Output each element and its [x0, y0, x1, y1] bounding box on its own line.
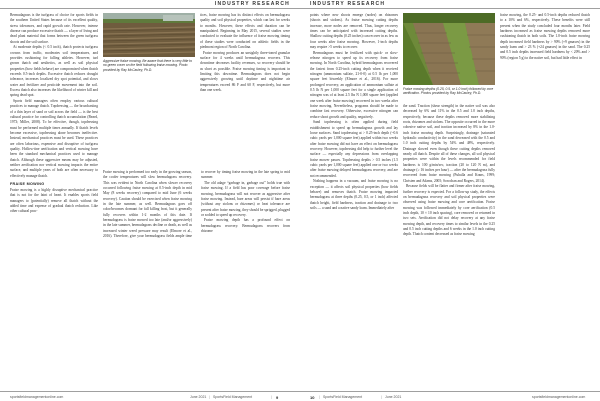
photo-caption-right: Fraise mowing depths (0.25, 0.5, or 1.0 inch) followed by core aerification. Photos provided by Ray McCauley, Ph.D. — [403, 87, 494, 96]
paragraph: Nothing happens in a vacuum, and fraise mowing is no exception — it affects soil physical properties (how fields behave) and removes thatch. Fraise mowing impacted bermudagrass at three depths (0.25, 0.5, or 1 inch) affected thatch height, field hardness, traction and drainage to two soils — a sand and a native sandy loam. Immediately after — [310, 179, 398, 210]
paragraph: the sand. Traction (shear strength) in the native soil was also decreased by 6% and 11% in the 0.5 and 1.0 inch depths, respectively, because these depths removed more stabilizing roots, rhizomes and stolons. The opposite occurred in the more cohesive native soil, and traction increased by 8% in the 1.0-inch fraise mowing depth. Surprisingly, drainage (saturated hydraulic conductivity) in the sand decreased with the 0.5 and 1.0 inch cutting depths by 54% and 48%, respectively. Drainage slowed even though these cutting depths removed nearly all thatch. Despite all of these changes, all soil physical properties were within the levels recommended for field hardness is 100 g/min/sec, traction (20 to 120 N m), and drainage (≥ 16 inches per hour) — after the bermudagrass fully recovered from fraise mowing (Puhalla and Krans, 1999; Christen and Adams, 2005; Sorochan and Rogers, 2014). — [403, 104, 495, 183]
right-page-column-3 — [500, 13, 590, 193]
paragraph: Sand topdressing is often applied during field establishment to speed up bermudagrass growth and lay loose surfaces. Sand topdressing at > 0.25-inch depth (~0.6 cubic yards per 1,000 square feet) applied within two weeks after fraise mowing did not have an effect on bermudagrass recovery. However, topdressing did help to further level the surface — especially any depressions from overlapping fraise mower passes. Topdressing depths > 0.5 inches (1.5 cubic yards per 1,000 square feet) applied one or two weeks after fraise mowing delayed bermudagrass recovery, and are not recommended. — [310, 120, 398, 178]
page-number: 10 — [310, 394, 315, 400]
fraise-depths-photo — [403, 13, 495, 85]
footer-issue: June 2021 — [190, 395, 207, 399]
right-page — [300, 0, 600, 401]
field-photo-icon — [103, 13, 195, 57]
paragraph: Sports field managers often employ various cultural practices to manage thatch. Topdressing — the broadcasting of a thin layer of sand or soil across the field — is the best cultural practice for controlling thatch accumulation (Beard, 1973; Miller, 2008). To be effective, though, topdressing must be performed multiple times annually. If thatch levels become excessive, topdressing alone becomes ineffective. Instead, mechanical practices must be used. These practices are often laborious, expensive and disruptive of turfgrass quality. Hollow-tine aerification and vertical mowing have been the standard mechanical practices used to manage thatch. Although these aggressive means may be adjusted, neither aerification nor vertical mowing impacts the entire surface, and multiple years of both are often necessary to effectively manage thatch. — [10, 98, 98, 178]
section-title-right: INDUSTRY RESEARCH — [310, 1, 386, 7]
left-page-column-3-upper — [200, 13, 290, 165]
right-page-column-2 — [403, 104, 495, 384]
footer-issue: June 2021 — [385, 395, 402, 399]
page-number: 9 — [276, 394, 279, 400]
footer-url[interactable]: sportsfieldmanagementonline.com — [10, 395, 64, 399]
paragraph: tices, fraise mowing has its distinct effects on bermudagrass quality and soil physical properties, which can last for weeks to months. However, these effects and duration can be manipulated. Beginning in May 2015, several studies were conducted to evaluate the influence of fraise mowing timing of these studies were conducted on athletic fields in the piedmont region of North Carolina. — [200, 13, 290, 50]
paragraph: Fraise mowing is a highly disruptive mechanical practice that is not for the faint of heart. It enables sports field managers to (potentially) remove all thatch without the added time and expense of gradual thatch reduction. Like other cultural prac- — [10, 187, 98, 214]
footer-url[interactable]: sportsfieldmanagementonline.com — [532, 395, 586, 399]
paragraph: Fraise mowing depth has a profound effect on bermudagrass recovery. Bermudagrass recovers from rhizome — [201, 218, 290, 234]
footer-magazine: SportsField Management — [323, 395, 363, 399]
section-header-left — [0, 0, 300, 9]
plot-photo-icon — [403, 13, 495, 85]
paragraph: fraise mowing, the 0.25- and 0.5-inch depths reduced thatch to a 10% and 6%, respectively. These benefits were still present when the study concluded four months later. Field hardness increased as fraise mowing depths removed more cushioning thatch in both soils. The 1.0-inch fraise mowing depth increased field hardness by > 90% (+9 gmaxes) in the sandy loam and > 23 % (+24 gmaxes) in the sand. The 0.25 and 0.5 inch depths increased field hardness by < 20% and > 90% (region 5 g) to the native soil, but had little effect in — [500, 13, 590, 60]
paragraph: Fraise mowing is performed too early in the growing season, the cooler temperatures will slow bermudagrass recovery. This was evident in North Carolina when slower recovery occurred following fraise mowing at 0.5-inch depth in mid May (8 weeks recovery) compared to mid June (6 weeks recovery). Caution should be exercised when fraise mowing in the late summer, as well. Bermudagrass goes off color/becomes dormant for fall killing frost, but it generally fully recovers within 1-2 months of this date. If bermudagrass is fraise mowed too late (and/or aggressively) in the late summer, bermudagrass decline or death, as well as increased winter weed pressure may result (Elmore et al., 2016). Therefore, give your bermudagrass fields ample time to recover by timing fraise mowing in the late spring to mid summer. — [103, 170, 290, 239]
right-page-column-1 — [310, 13, 398, 387]
left-page-column-1 — [10, 13, 98, 387]
footer-magazine: SportsField Management — [213, 395, 253, 399]
paragraph: Because fields will be flatter and firmer after fraise mowing, further recovery is expected. For a follow-up study, the effects on bermudagrass recovery and soil physical properties were observed using fraise mowing and core aerification. Fraise mowing was followed immediately by core aerification (0.5 inch depth, 10 × 10 inch spacing), core removed or returned in two sets. Aerification did not delay recovery at any fraise mowing depth, and recovery times to similar levels in the 0.25 and 0.5 inch cutting depths and 6 weeks in the 1.0 inch cutting depth. Thatch content decreased as fraise mowing — [403, 184, 495, 237]
section-heading-fraise-mowing: FRAISE MOWING — [10, 181, 45, 186]
left-page-column-2-lower — [103, 170, 290, 384]
paragraph: The old adage “garbage in, garbage out” holds true with fraise mowing. If a field has poor coverage before fraise mowing, bermudagrass will not recover as aggressive after fraise mowing. Instead, bare areas will persist if bare areas (without any stolons or rhizomes) or heat tolerance are present after fraise mowing, they should be sprigged, plugged or sodded to speed up recovery. — [201, 180, 290, 217]
section-header-right — [300, 0, 600, 9]
photo-caption-left: Aggressive fraise mowing. Be aware that there is very little to no green cover on the field following fraise mowing. Photo provided by Ray McCauley, Ph.D. — [103, 59, 193, 72]
paragraph: Fraise mowing produces an unsightly three-toned granular surface for 4 weeks until bermudagrass recovers. This downtime decreases facility revenues, so recovery should be as short as possible. Fraise mowing timing is important in limiting this downtime. Bermudagrass does not begin aggressively growing until daytime and nighttime air temperatures exceed 86 F and 60 F, respectively, but more than one week. — [200, 50, 290, 92]
column-3-spacer — [500, 197, 590, 211]
paragraph: Bermudagrass is the turfgrass of choice for sports fields in the southern United States because of its excellent quality, stress tolerances, and rapid growth rate. However, intense disease can produce excessive thatch — a layer of living and dead plant material that forms between the green turfgrass shoots and the soil surface. — [10, 13, 98, 44]
fraise-mowing-photo — [103, 13, 195, 57]
paragraph: At moderate depths (< 0.5 inch), thatch protects turfgrass crowns from traffic, moderates soil temperatures, and provides cushioning for falling athletes. However, turf grown thatch and aesthetics, as well as soil physical properties (how fields behave) are compromised when thatch exceeds 0.5-inch depths. Excessive thatch reduces drought tolerance, increases localized dry spot potential, and slows water and fertilizer and pesticide movement into the soil. Excess thatch also increases the likelihood of winter kill and spring dead spot. — [10, 45, 98, 98]
footer-right: 10 | SportsField Management | June 2021 sportsfieldmanagementonline.com — [300, 391, 600, 401]
paragraph: Bermudagrass must be fertilized with quick- or slow-release nitrogen to speed up its recovery from fraise mowing. In North Carolina, hybrid bermudagrass recovered the fastest from 0.25-inch cutting depth when it received nitrogen (ammonium sulfate, 21-0-0) at 0.5 lb per 1,000 square feet biweekly (Elmore et al., 2016). For more prolonged recovery, an application of ammonium sulfate at 0.5 lb N per 1,000 square feet for a single application of nitrogen was of at least 2.5 lbs N 1,000 square feet (applied one week after fraise mowing) recovered in two weeks after fraise mowing. Nevertheless, programs should be made to combine fast recovery. Otherwise, excessive nitrogen can reduce shoot growth and quality, negatively. — [310, 50, 398, 119]
footer-left: sportsfieldmanagementonline.com June 2021 | SportsField Management | 9 — [0, 391, 300, 401]
section-title-left: INDUSTRY RESEARCH — [214, 1, 290, 7]
paragraph: points where new shoots emerge (nodes) on rhizomes (shoots and stolons). As fraise mowing cutting depths increase, more nodes are removed. Thus, longer recovery times can be anticipated with increased cutting depths. Shallow cutting depths (0.25 inches) can recover in as few as four weeks after fraise mowing. However, 1-inch depths may require >5 weeks to recover. — [310, 13, 398, 50]
